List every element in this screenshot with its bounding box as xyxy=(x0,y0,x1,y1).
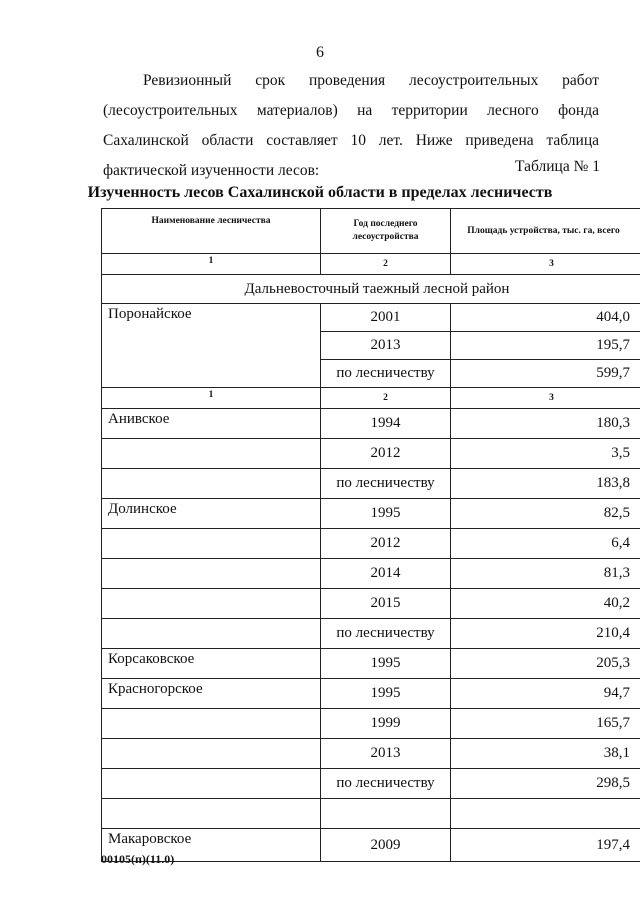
intro-paragraph: Ревизионный срок проведения лесоустроительных работ (лесоустроительных материалов) на территории лесного фонда Сахалинской области составляет 10 лет. Ниже приведена таблица фактической изученности лесов: xyxy=(103,72,599,179)
forestry-name xyxy=(102,559,321,589)
table-row xyxy=(102,769,640,799)
year-cell: 2013 xyxy=(321,739,451,769)
area-cell: 82,5 xyxy=(451,499,640,529)
table-row xyxy=(102,304,640,332)
year-cell: 1999 xyxy=(321,709,451,739)
area-cell xyxy=(451,799,640,829)
year-cell: 1995 xyxy=(321,649,451,679)
year-cell: 2001 xyxy=(321,304,451,332)
year-cell: по лесничеству xyxy=(321,469,451,499)
area-cell: 404,0 xyxy=(451,304,640,332)
area-cell: 94,7 xyxy=(451,679,640,709)
table-row xyxy=(102,559,640,589)
header-forestry: Наименование лесничества xyxy=(102,209,321,254)
table-row xyxy=(102,679,640,709)
area-cell: 195,7 xyxy=(451,332,640,360)
year-cell: 1995 xyxy=(321,499,451,529)
column-number-row xyxy=(102,254,640,275)
col-number-3: 3 xyxy=(451,254,640,275)
column-number-row xyxy=(102,388,640,409)
table-row xyxy=(102,739,640,769)
forestry-name xyxy=(102,709,321,739)
area-cell: 197,4 xyxy=(451,829,640,862)
area-cell: 81,3 xyxy=(451,559,640,589)
col-number-2: 2 xyxy=(321,254,451,275)
page-number: 6 xyxy=(316,44,324,61)
forestry-name xyxy=(102,619,321,649)
forestry-name: Анивское xyxy=(102,409,321,439)
forestry-name xyxy=(102,799,321,829)
forestry-name xyxy=(102,439,321,469)
year-cell: 2014 xyxy=(321,559,451,589)
forestry-name: Долинское xyxy=(102,499,321,529)
table-row xyxy=(102,499,640,529)
forestry-table xyxy=(101,208,640,862)
table-row xyxy=(102,709,640,739)
col-number-1: 1 xyxy=(102,254,321,275)
year-cell: по лесничеству xyxy=(321,619,451,649)
year-cell: 2012 xyxy=(321,439,451,469)
year-cell: 2012 xyxy=(321,529,451,559)
year-cell: 1995 xyxy=(321,679,451,709)
forestry-name: Корсаковское xyxy=(102,649,321,679)
area-cell: 599,7 xyxy=(451,360,640,388)
area-cell: 40,2 xyxy=(451,589,640,619)
table-row xyxy=(102,529,640,559)
forestry-name xyxy=(102,529,321,559)
forestry-name xyxy=(102,739,321,769)
forestry-name: Красногорское xyxy=(102,679,321,709)
col-number-3: 3 xyxy=(451,388,640,409)
table-row xyxy=(102,799,640,829)
area-cell: 180,3 xyxy=(451,409,640,439)
col-number-1: 1 xyxy=(102,388,321,409)
table-row xyxy=(102,649,640,679)
table-row xyxy=(102,439,640,469)
year-cell: 2015 xyxy=(321,589,451,619)
header-year: Год последнего лесоустройства xyxy=(321,209,451,254)
year-cell: 1994 xyxy=(321,409,451,439)
area-cell: 298,5 xyxy=(451,769,640,799)
year-cell: 2009 xyxy=(321,829,451,862)
area-cell: 183,8 xyxy=(451,469,640,499)
table-row xyxy=(102,619,640,649)
forestry-name xyxy=(102,769,321,799)
table-row xyxy=(102,409,640,439)
area-cell: 38,1 xyxy=(451,739,640,769)
col-number-2: 2 xyxy=(321,388,451,409)
year-cell: 2013 xyxy=(321,332,451,360)
forestry-name: Макаровское xyxy=(102,829,321,862)
table-row xyxy=(102,829,640,862)
table-row xyxy=(102,469,640,499)
area-cell: 210,4 xyxy=(451,619,640,649)
year-cell: по лесничеству xyxy=(321,360,451,388)
document-code: 00105(п)(11.0) xyxy=(101,852,175,866)
area-cell: 165,7 xyxy=(451,709,640,739)
header-area: Площадь устройства, тыс. га, всего xyxy=(451,209,640,254)
year-cell: по лесничеству xyxy=(321,769,451,799)
table-caption: Таблица № 1 xyxy=(515,158,600,175)
table-title: Изученность лесов Сахалинской области в пределах лесничеств xyxy=(87,184,553,201)
table-row xyxy=(102,589,640,619)
forestry-name xyxy=(102,589,321,619)
area-cell: 3,5 xyxy=(451,439,640,469)
region-row xyxy=(102,275,640,304)
table-header-row xyxy=(102,209,640,254)
area-cell: 6,4 xyxy=(451,529,640,559)
area-cell: 205,3 xyxy=(451,649,640,679)
forestry-name: Поронайское xyxy=(102,304,321,388)
forestry-name xyxy=(102,469,321,499)
year-cell xyxy=(321,799,451,829)
region-name: Дальневосточный таежный лесной район xyxy=(102,275,640,304)
